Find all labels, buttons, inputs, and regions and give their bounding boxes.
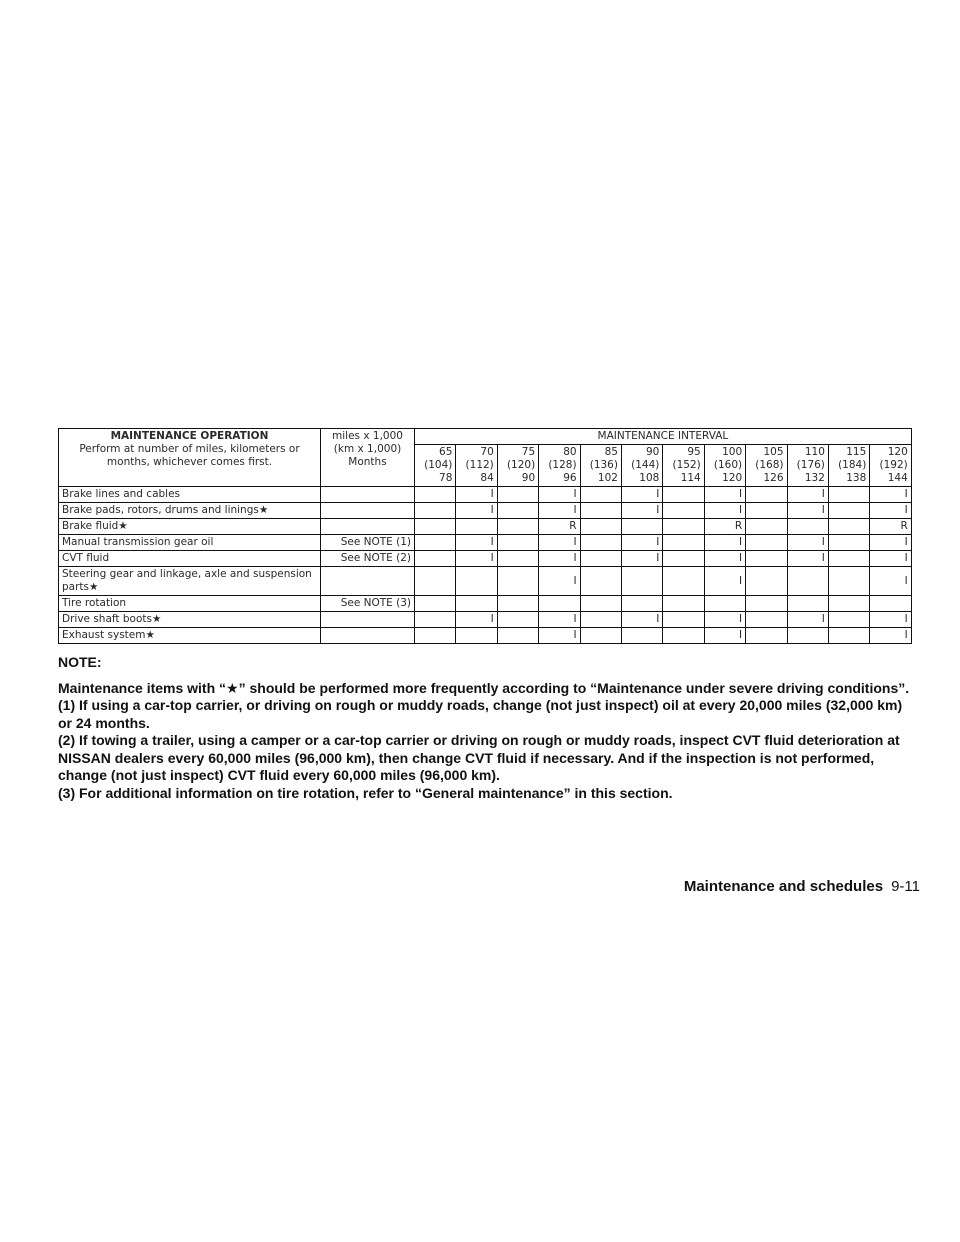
interval-miles: 85 [604,446,618,458]
interval-km: (128) [548,459,577,471]
interval-miles: 90 [645,446,660,458]
interval-mark [746,487,787,503]
interval-mark: I [704,551,745,567]
interval-mark [580,535,621,551]
maintenance-note-ref: See NOTE (1) [321,535,415,551]
interval-mark [828,519,869,535]
notes-section [58,654,914,802]
km-label: (km x 1,000) [333,443,402,455]
interval-mark [415,503,456,519]
months-label: Months [348,456,387,468]
maintenance-item: Brake pads, rotors, drums and linings★ [59,503,321,519]
interval-miles: 65 [439,446,453,458]
interval-mark [663,628,704,644]
interval-mark [828,567,869,596]
interval-column-header [870,445,911,487]
interval-mark [497,551,538,567]
interval-mark [580,596,621,612]
interval-km: (160) [713,459,743,471]
interval-mark [828,612,869,628]
interval-miles: 115 [846,446,867,458]
interval-mark: I [704,612,745,628]
interval-mark [787,567,828,596]
interval-mark [828,487,869,503]
interval-mark: R [870,519,911,535]
interval-mark: I [456,551,497,567]
interval-mark: I [456,535,497,551]
interval-mark [580,612,621,628]
maintenance-item: Brake fluid★ [59,519,321,535]
interval-column-header [621,445,662,487]
interval-mark [415,487,456,503]
table-row [59,596,912,612]
interval-km: (152) [672,459,701,471]
note-3: (3) For additional information on tire rotation, refer to “General maintenance” in this section. [58,784,673,801]
interval-mark [497,487,538,503]
interval-mark: I [870,535,911,551]
interval-mark [828,628,869,644]
interval-mark [746,612,787,628]
interval-header: MAINTENANCE INTERVAL [415,429,912,445]
interval-months: 90 [521,472,536,484]
table-row [59,612,912,628]
interval-km: (144) [631,459,660,471]
interval-mark: I [704,487,745,503]
interval-mark: I [539,487,580,503]
interval-months: 84 [480,472,494,484]
interval-column-header [663,445,704,487]
interval-months: 144 [887,472,908,484]
interval-mark [787,628,828,644]
interval-mark [663,567,704,596]
maintenance-note-ref [321,567,415,596]
interval-mark [663,503,704,519]
interval-mark [456,567,497,596]
interval-months: 102 [597,472,618,484]
interval-mark: I [704,567,745,596]
interval-mark: I [621,503,662,519]
interval-mark [621,596,662,612]
maintenance-note-ref [321,628,415,644]
miles-label: miles x 1,000 [332,430,403,442]
interval-mark: R [539,519,580,535]
interval-mark [497,503,538,519]
interval-mark: I [870,612,911,628]
interval-mark [746,535,787,551]
interval-mark: I [704,628,745,644]
interval-months: 126 [763,472,784,484]
interval-mark: I [870,551,911,567]
interval-mark [746,628,787,644]
interval-mark [746,503,787,519]
interval-km: (104) [424,459,453,471]
interval-mark [704,596,745,612]
maintenance-item: Steering gear and linkage, axle and suspension parts★ [59,567,321,596]
maintenance-note-ref [321,487,415,503]
interval-mark: I [621,535,662,551]
interval-mark [870,596,911,612]
interval-mark [580,487,621,503]
interval-mark [787,519,828,535]
table-row [59,567,912,596]
table-row [59,551,912,567]
operation-title: MAINTENANCE OPERATION [110,430,269,442]
interval-mark [621,519,662,535]
interval-mark [746,551,787,567]
interval-mark: I [870,487,911,503]
interval-column-header [704,445,745,487]
interval-mark [746,596,787,612]
interval-months: 138 [846,472,867,484]
interval-mark [497,519,538,535]
maintenance-item: CVT fluid [59,551,321,567]
note-severe: Maintenance items with “★” should be performed more frequently according to “Maintenance under severe driving conditions”. [58,679,910,696]
interval-mark [621,628,662,644]
note-1: (1) If using a car-top carrier, or driving on rough or muddy roads, change (not just inspect) oil at every 20,000 miles (32,000 km) or 24 months. [58,697,903,731]
interval-column-header [746,445,787,487]
interval-column-header [415,445,456,487]
interval-mark [746,519,787,535]
interval-months: 114 [680,472,701,484]
interval-months: 132 [804,472,825,484]
interval-miles: 95 [687,446,701,458]
maintenance-note-ref [321,503,415,519]
interval-column-header [787,445,828,487]
interval-mark [663,519,704,535]
interval-mark: I [539,551,580,567]
maintenance-schedule-table [58,428,912,644]
maintenance-item: Manual transmission gear oil [59,535,321,551]
interval-mark: R [704,519,745,535]
table-row [59,503,912,519]
interval-mark: I [621,612,662,628]
interval-column-header [456,445,497,487]
interval-column-header [497,445,538,487]
interval-mark [497,612,538,628]
table-row [59,628,912,644]
notes-label: NOTE: [58,654,102,670]
interval-miles: 100 [722,446,743,458]
interval-mark [497,535,538,551]
interval-km: (120) [506,459,536,471]
interval-mark [415,612,456,628]
table-body [59,487,912,644]
interval-mark [787,596,828,612]
interval-months: 78 [439,472,453,484]
maintenance-note-ref [321,612,415,628]
maintenance-item: Drive shaft boots★ [59,612,321,628]
interval-mark: I [787,503,828,519]
interval-miles: 105 [763,446,784,458]
interval-months: 120 [722,472,743,484]
interval-mark [415,596,456,612]
interval-mark [415,567,456,596]
interval-mark: I [456,503,497,519]
maintenance-note-ref: See NOTE (3) [321,596,415,612]
interval-mark: I [787,551,828,567]
interval-km: (192) [879,459,908,471]
table-row [59,487,912,503]
interval-mark: I [870,503,911,519]
interval-mark: I [787,612,828,628]
interval-mark: I [539,535,580,551]
interval-km: (136) [589,459,618,471]
interval-mark: I [456,487,497,503]
interval-km: (112) [465,459,494,471]
page-footer [684,878,920,895]
interval-mark: I [456,612,497,628]
maintenance-note-ref [321,519,415,535]
interval-mark [456,596,497,612]
interval-mark [663,596,704,612]
interval-mark [580,628,621,644]
units-header [321,429,415,487]
interval-mark [663,487,704,503]
interval-months: 96 [563,472,577,484]
operation-subtitle: Perform at number of miles, kilometers or months, whichever comes first. [79,443,300,468]
note-2: (2) If towing a trailer, using a camper or a car-top carrier or driving on rough or muddy roads, inspect CVT fluid deterioration at NISSAN dealers every 60,000 miles (96,000 km), then change CVT fluid if necessary. And if the inspection is not performed, change (not just inspect) CVT fluid every 60,000 miles (96,000 km). [58,732,900,783]
interval-mark: I [787,487,828,503]
interval-mark: I [621,551,662,567]
interval-mark [497,567,538,596]
interval-mark: I [621,487,662,503]
interval-km: (184) [838,459,867,471]
interval-column-header [828,445,869,487]
interval-mark: I [539,612,580,628]
maintenance-note-ref: See NOTE (2) [321,551,415,567]
interval-mark [580,503,621,519]
interval-mark [456,628,497,644]
maintenance-item: Brake lines and cables [59,487,321,503]
interval-mark [415,535,456,551]
interval-mark [497,596,538,612]
interval-mark [580,519,621,535]
interval-mark: I [539,567,580,596]
section-title: Maintenance and schedules [683,878,884,895]
interval-mark [539,596,580,612]
interval-mark: I [870,567,911,596]
interval-mark [456,519,497,535]
interval-mark [497,628,538,644]
interval-mark [580,551,621,567]
interval-mark [828,551,869,567]
interval-miles: 75 [521,446,536,458]
interval-mark [828,535,869,551]
interval-column-header [580,445,621,487]
interval-mark: I [870,628,911,644]
table-header-row-1 [59,429,912,445]
table-row [59,535,912,551]
interval-mark [663,612,704,628]
interval-mark [621,567,662,596]
interval-mark [415,551,456,567]
interval-mark [828,503,869,519]
interval-months: 108 [639,472,660,484]
interval-mark [415,628,456,644]
interval-mark: I [704,535,745,551]
interval-miles: 120 [887,446,908,458]
maintenance-item: Tire rotation [59,596,321,612]
interval-mark [580,567,621,596]
interval-column-header [539,445,580,487]
interval-mark: I [539,503,580,519]
interval-mark: I [539,628,580,644]
interval-mark: I [704,503,745,519]
interval-mark [663,551,704,567]
interval-mark [746,567,787,596]
interval-km: (168) [755,459,784,471]
interval-mark: I [787,535,828,551]
interval-miles: 80 [563,446,577,458]
table-row [59,519,912,535]
interval-miles: 110 [804,446,825,458]
interval-mark [663,535,704,551]
operation-header [59,429,321,487]
interval-miles: 70 [480,446,494,458]
interval-km: (176) [796,459,825,471]
maintenance-item: Exhaust system★ [59,628,321,644]
page-number: 9-11 [891,878,920,895]
interval-mark [828,596,869,612]
interval-mark [415,519,456,535]
